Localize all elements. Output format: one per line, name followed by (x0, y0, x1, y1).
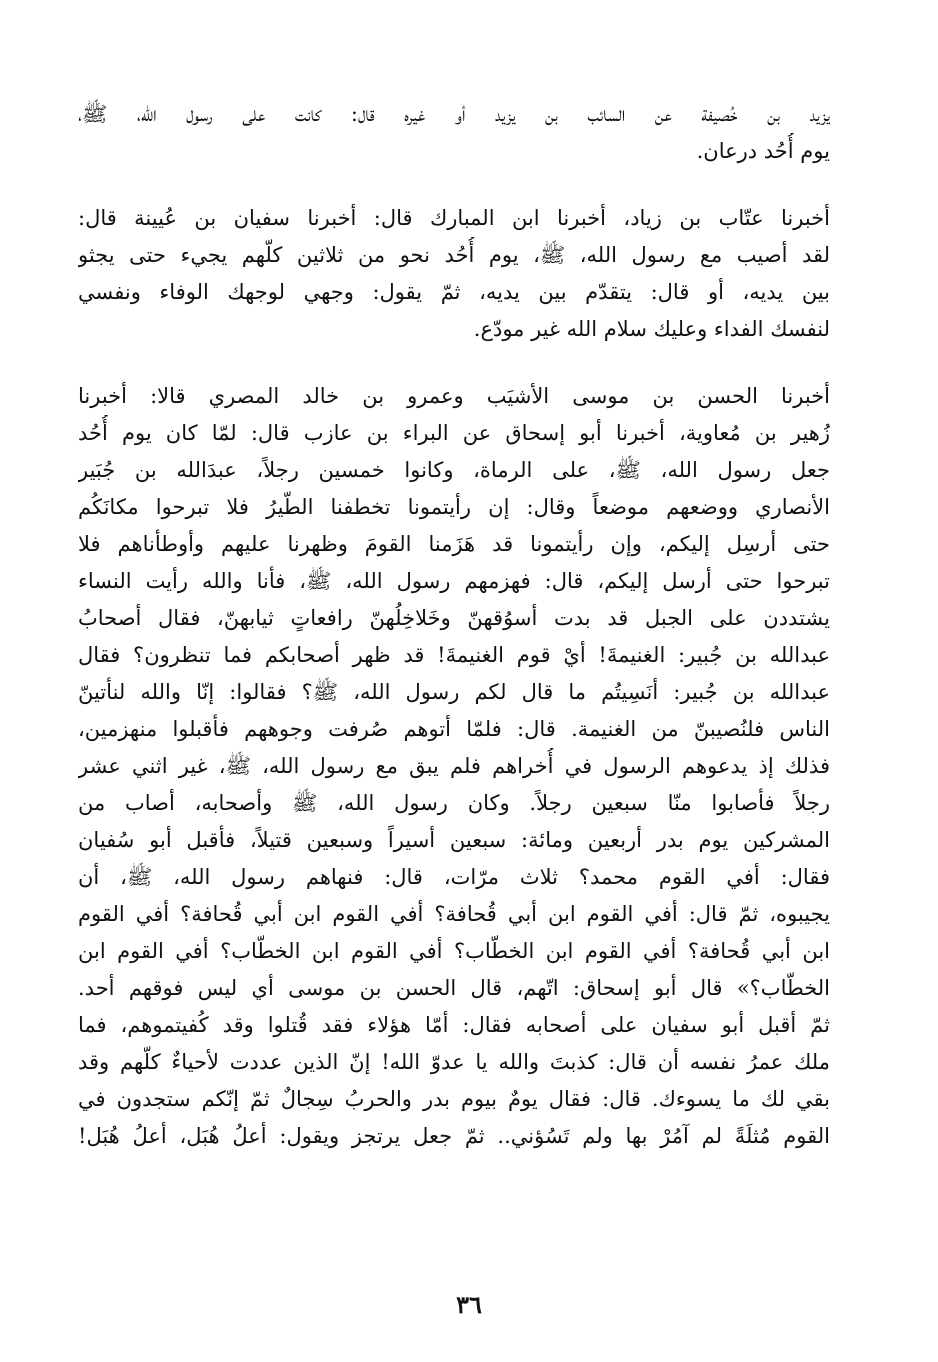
paragraph-1 (78, 96, 830, 170)
text-line: لنفسك الفداء وعليك سلام الله غير مودّع. (473, 317, 830, 341)
text-line: عبدالله بن جُبير: أنَسِيتُم ما قال لكم رسول الله، ﷺ؟ فقالوا: إنّا والله لنأتينّ (78, 680, 830, 704)
text-line: لقد أصيب مع رسول الله، ﷺ، يوم أُحُد نحو من ثلاثين كلّهم يجيء حتى يجثو (78, 243, 830, 267)
text-line: تبرحوا حتى أرسل إليكم، قال: فهزمهم رسول الله، ﷺ، فأنا والله رأيت النساء (78, 569, 830, 593)
page-number: ٣٦ (456, 1290, 482, 1319)
text-line: عبدالله بن جُبير: الغنيمةَ! أيْ قوم الغنيمةَ! قد ظهر أصحابكم فما تنظرون؟ فقال (78, 643, 830, 667)
text-line: الأنصاري ووضعهم موضعاً وقال: إن رأيتمونا تخطفنا الطّيرُ فلا تبرحوا مكانَكُم (78, 495, 830, 519)
text-line: ثمّ أقبل أبو سفيان على أصحابه فقال: أمّا هؤلاء فقد قُتلوا وقد كُفيتموهم، فما (78, 1013, 830, 1037)
text-line: بقي لك ما يسوءك. قال: فقال يومٌ بيوم بدر والحربُ سِجالٌ ثمّ إنّكم ستجدون في (78, 1087, 830, 1111)
text-line: يشتددن على الجبل قد بدت أسوُقهنّ وخَلاخِلُهنّ رافعاتٍ ثيابهنّ، فقال أصحابُ (78, 606, 830, 630)
paragraph-3 (78, 378, 830, 1155)
text-line: يوم أُحُد درعان. (696, 139, 830, 163)
text-line: فقال: أفي القوم محمد؟ ثلاث مرّات، قال: فنهاهم رسول الله، ﷺ، أن (78, 865, 830, 889)
text-line: الناس فلنُصيبنّ من الغنيمة. قال: فلمّا أتوهم صُرفت وجوههم فأقبلوا منهزمين، (78, 717, 830, 741)
text-line: فذلك إذ يدعوهم الرسول في أُخراهم فلم يبق مع رسول الله، ﷺ، غير اثني عشر (78, 754, 830, 778)
text-line: أخبرنا الحسن بن موسى الأشيَب وعمرو بن خالد المصري قالا: أخبرنا (78, 384, 830, 408)
text-line: أخبرنا عتّاب بن زياد، أخبرنا ابن المبارك قال: أخبرنا سفيان بن عُيينة قال: (78, 206, 830, 230)
text-line: حتى أرسِل إليكم، وإن رأيتمونا قد هَزَمنا القومَ وظهرنا عليهم وأوطأناهم فلا (78, 532, 830, 556)
text-line: ابن أبي قُحافة؟ أفي القوم ابن الخطّاب؟ أفي القوم ابن الخطّاب؟ أفي القوم ابن (78, 939, 830, 963)
paragraph-2 (78, 200, 830, 348)
text-line: المشركين يوم بدر أربعين ومائة: سبعين أسيراً وسبعين قتيلاً، فأقبل أبو سُفيان (78, 828, 830, 852)
text-line: الخطّاب؟» قال أبو إسحاق: اتّهم، قال الحسن بن موسى أي ليس فوقهم أحد. (78, 976, 830, 1000)
text-line: القوم مُثلَةً لم آمُرْ بها ولم تَسُؤني.. ثمّ جعل يرتجز ويقول: أعلُ هُبَل، أعلُ هُبَل! (78, 1124, 830, 1148)
text-line: بين يديه، أو قال: يتقدّم بين يديه، ثمّ يقول: وجهي لوجهك الوفاء ونفسي (78, 280, 830, 304)
text-line: رجلاً فأصابوا منّا سبعين رجلاً. وكان رسول الله، ﷺ وأصحابه، أصاب من (78, 791, 830, 815)
text-line: ملك عمرُ نفسه أن قال: كذبتَ والله يا عدوّ الله! إنّ الذين عددت لأحياءٌ كلّهم وقد (78, 1050, 830, 1074)
text-line: يزيد بن خُصيفة عن السائب بن يزيد أو غيره قال: كانت على رسول الله، ﷺ، (78, 102, 830, 126)
text-line: جعل رسول الله، ﷺ، على الرماة، وكانوا خمسين رجلاً، عبدَالله بن جُبَير (78, 458, 830, 482)
text-line: يجيبوه، ثمّ قال: أفي القوم ابن أبي قُحافة؟ أفي القوم ابن أبي قُحافة؟ أفي القوم (78, 902, 830, 926)
text-line: زُهير بن مُعاوية، أخبرنا أبو إسحاق عن البراء بن عازب قال: لمّا كان يوم أُحُد (78, 421, 830, 445)
